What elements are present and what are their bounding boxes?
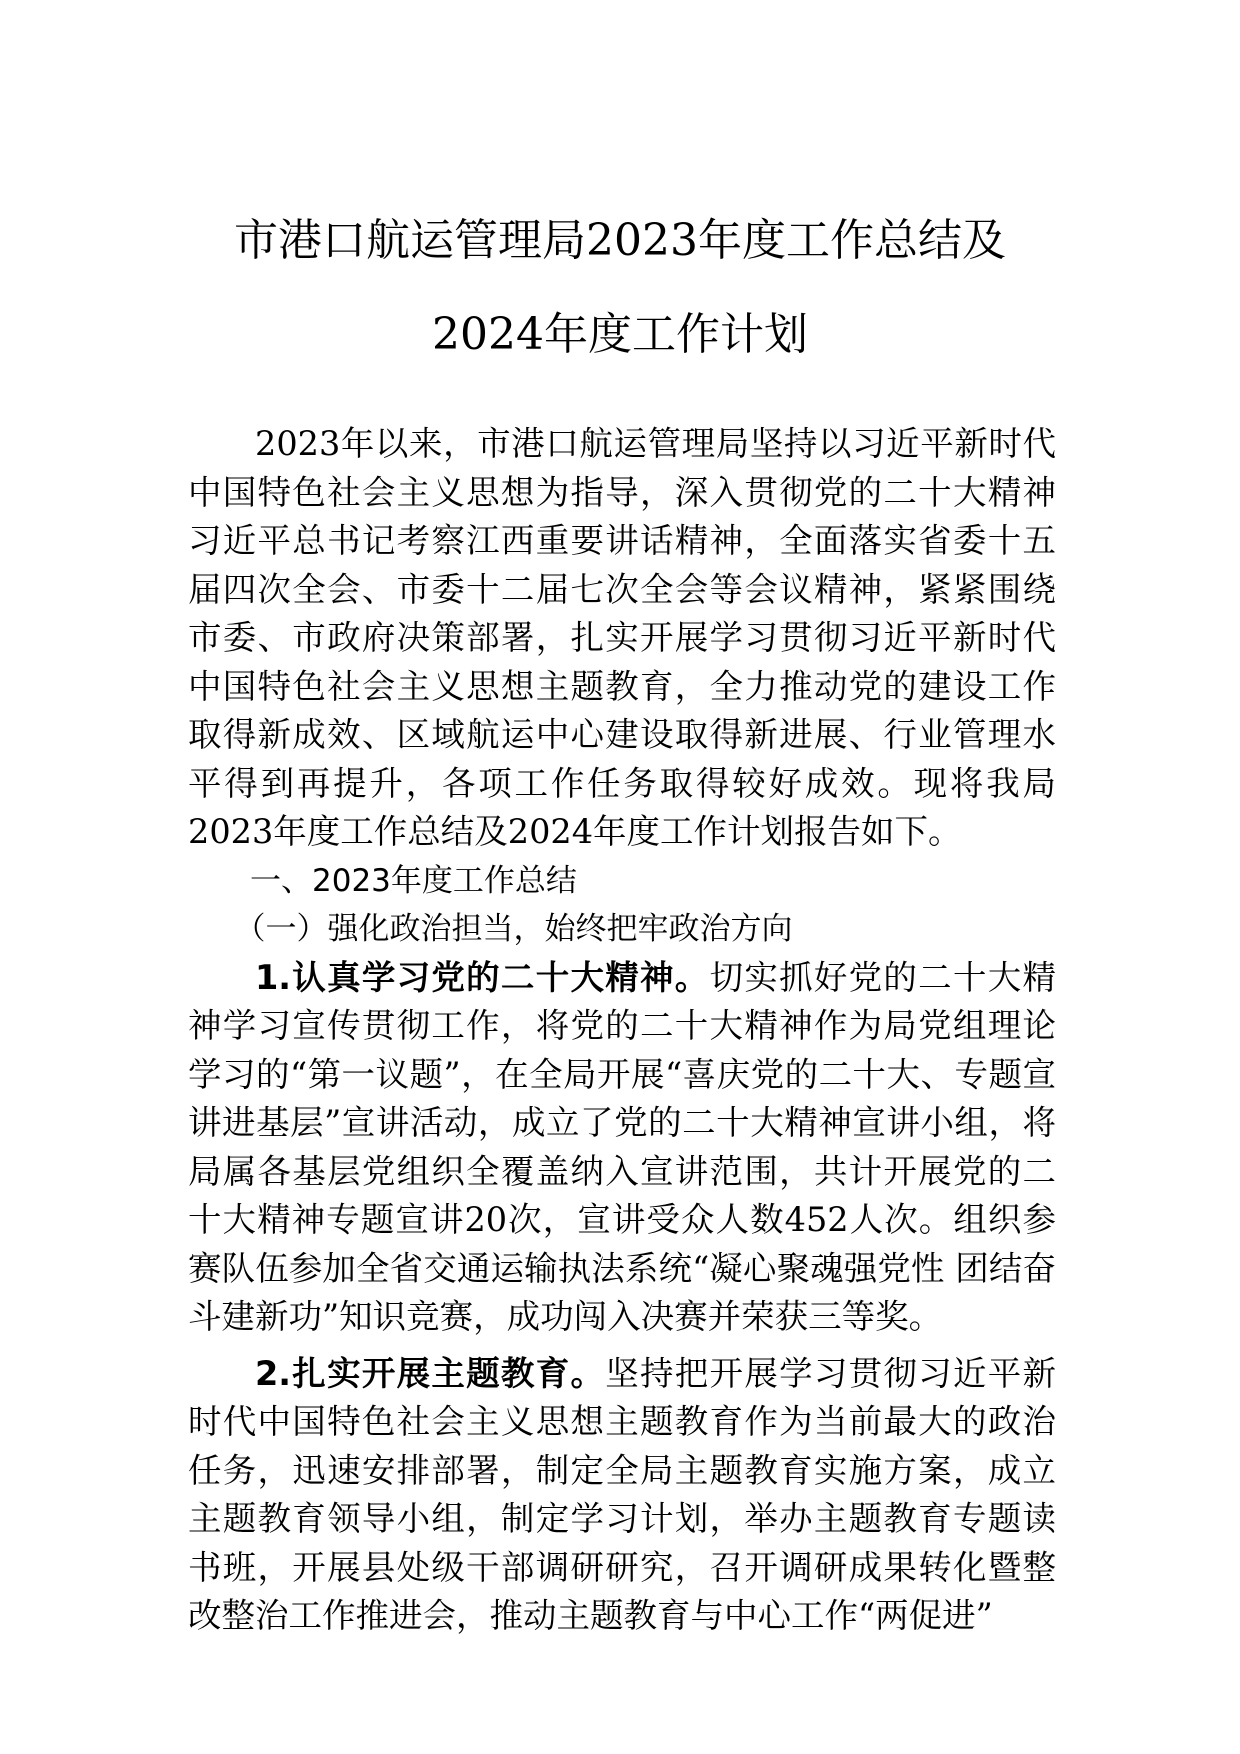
item-2-text: 坚持把开展学习贯彻习近平新时代中国特色社会主义思想主题教育作为当前最大的政治任务，迅速安排部署，制定全局主题教育实施方案，成立主题教育领导小组，制定学习计划，举办主题教育专题读书班，开展县处级干部调研研究，召开调研成果转化暨整改整治工作推进会，推动主题教育与中心工作“两促进”	[188, 1353, 1056, 1635]
subsection-heading-1: （一）强化政治担当，始终把牢政治方向	[234, 911, 793, 947]
item-paragraph-2	[188, 1350, 1056, 1641]
item-1-lead: 1.认真学习党的二十大精神。	[255, 957, 710, 997]
document-title-line-2: 2024年度工作计划	[432, 309, 808, 360]
item-2-lead: 2.扎实开展主题教育。	[255, 1353, 606, 1393]
document-title-line-1: 市港口航运管理局2023年度工作总结及	[234, 215, 1006, 266]
document-body	[188, 420, 1056, 1641]
section-heading-1: 一、2023年度工作总结	[250, 862, 577, 899]
item-1-text: 切实抓好党的二十大精神学习宣传贯彻工作，将党的二十大精神作为局党组理论学习的“第一议题”，在全局开展“喜庆党的二十大、专题宣讲进基层”宣讲活动，成立了党的二十大精神宣讲小组，将局属各基层党组织全覆盖纳入宣讲范围，共计开展党的二十大精神专题宣讲20次，宣讲受众人数452人次。组织参赛队伍参加全省交通运输执法系统“凝心聚魂强党性 团结奋斗建新功”知识竞赛，成功闯入决赛并荣获三等奖。	[188, 957, 1056, 1336]
item-paragraph-1	[188, 954, 1056, 1342]
intro-paragraph: 2023年以来，市港口航运管理局坚持以习近平新时代中国特色社会主义思想为指导，深入贯彻党的二十大精神习近平总书记考察江西重要讲话精神，全面落实省委十五届四次全会、市委十二届七次全会等会议精神，紧紧围绕市委、市政府决策部署，扎实开展学习贯彻习近平新时代中国特色社会主义思想主题教育，全力推动党的建设工作取得新成效、区域航运中心建设取得新进展、行业管理水平得到再提升，各项工作任务取得较好成效。现将我局2023年度工作总结及2024年度工作计划报告如下。	[188, 424, 1056, 851]
